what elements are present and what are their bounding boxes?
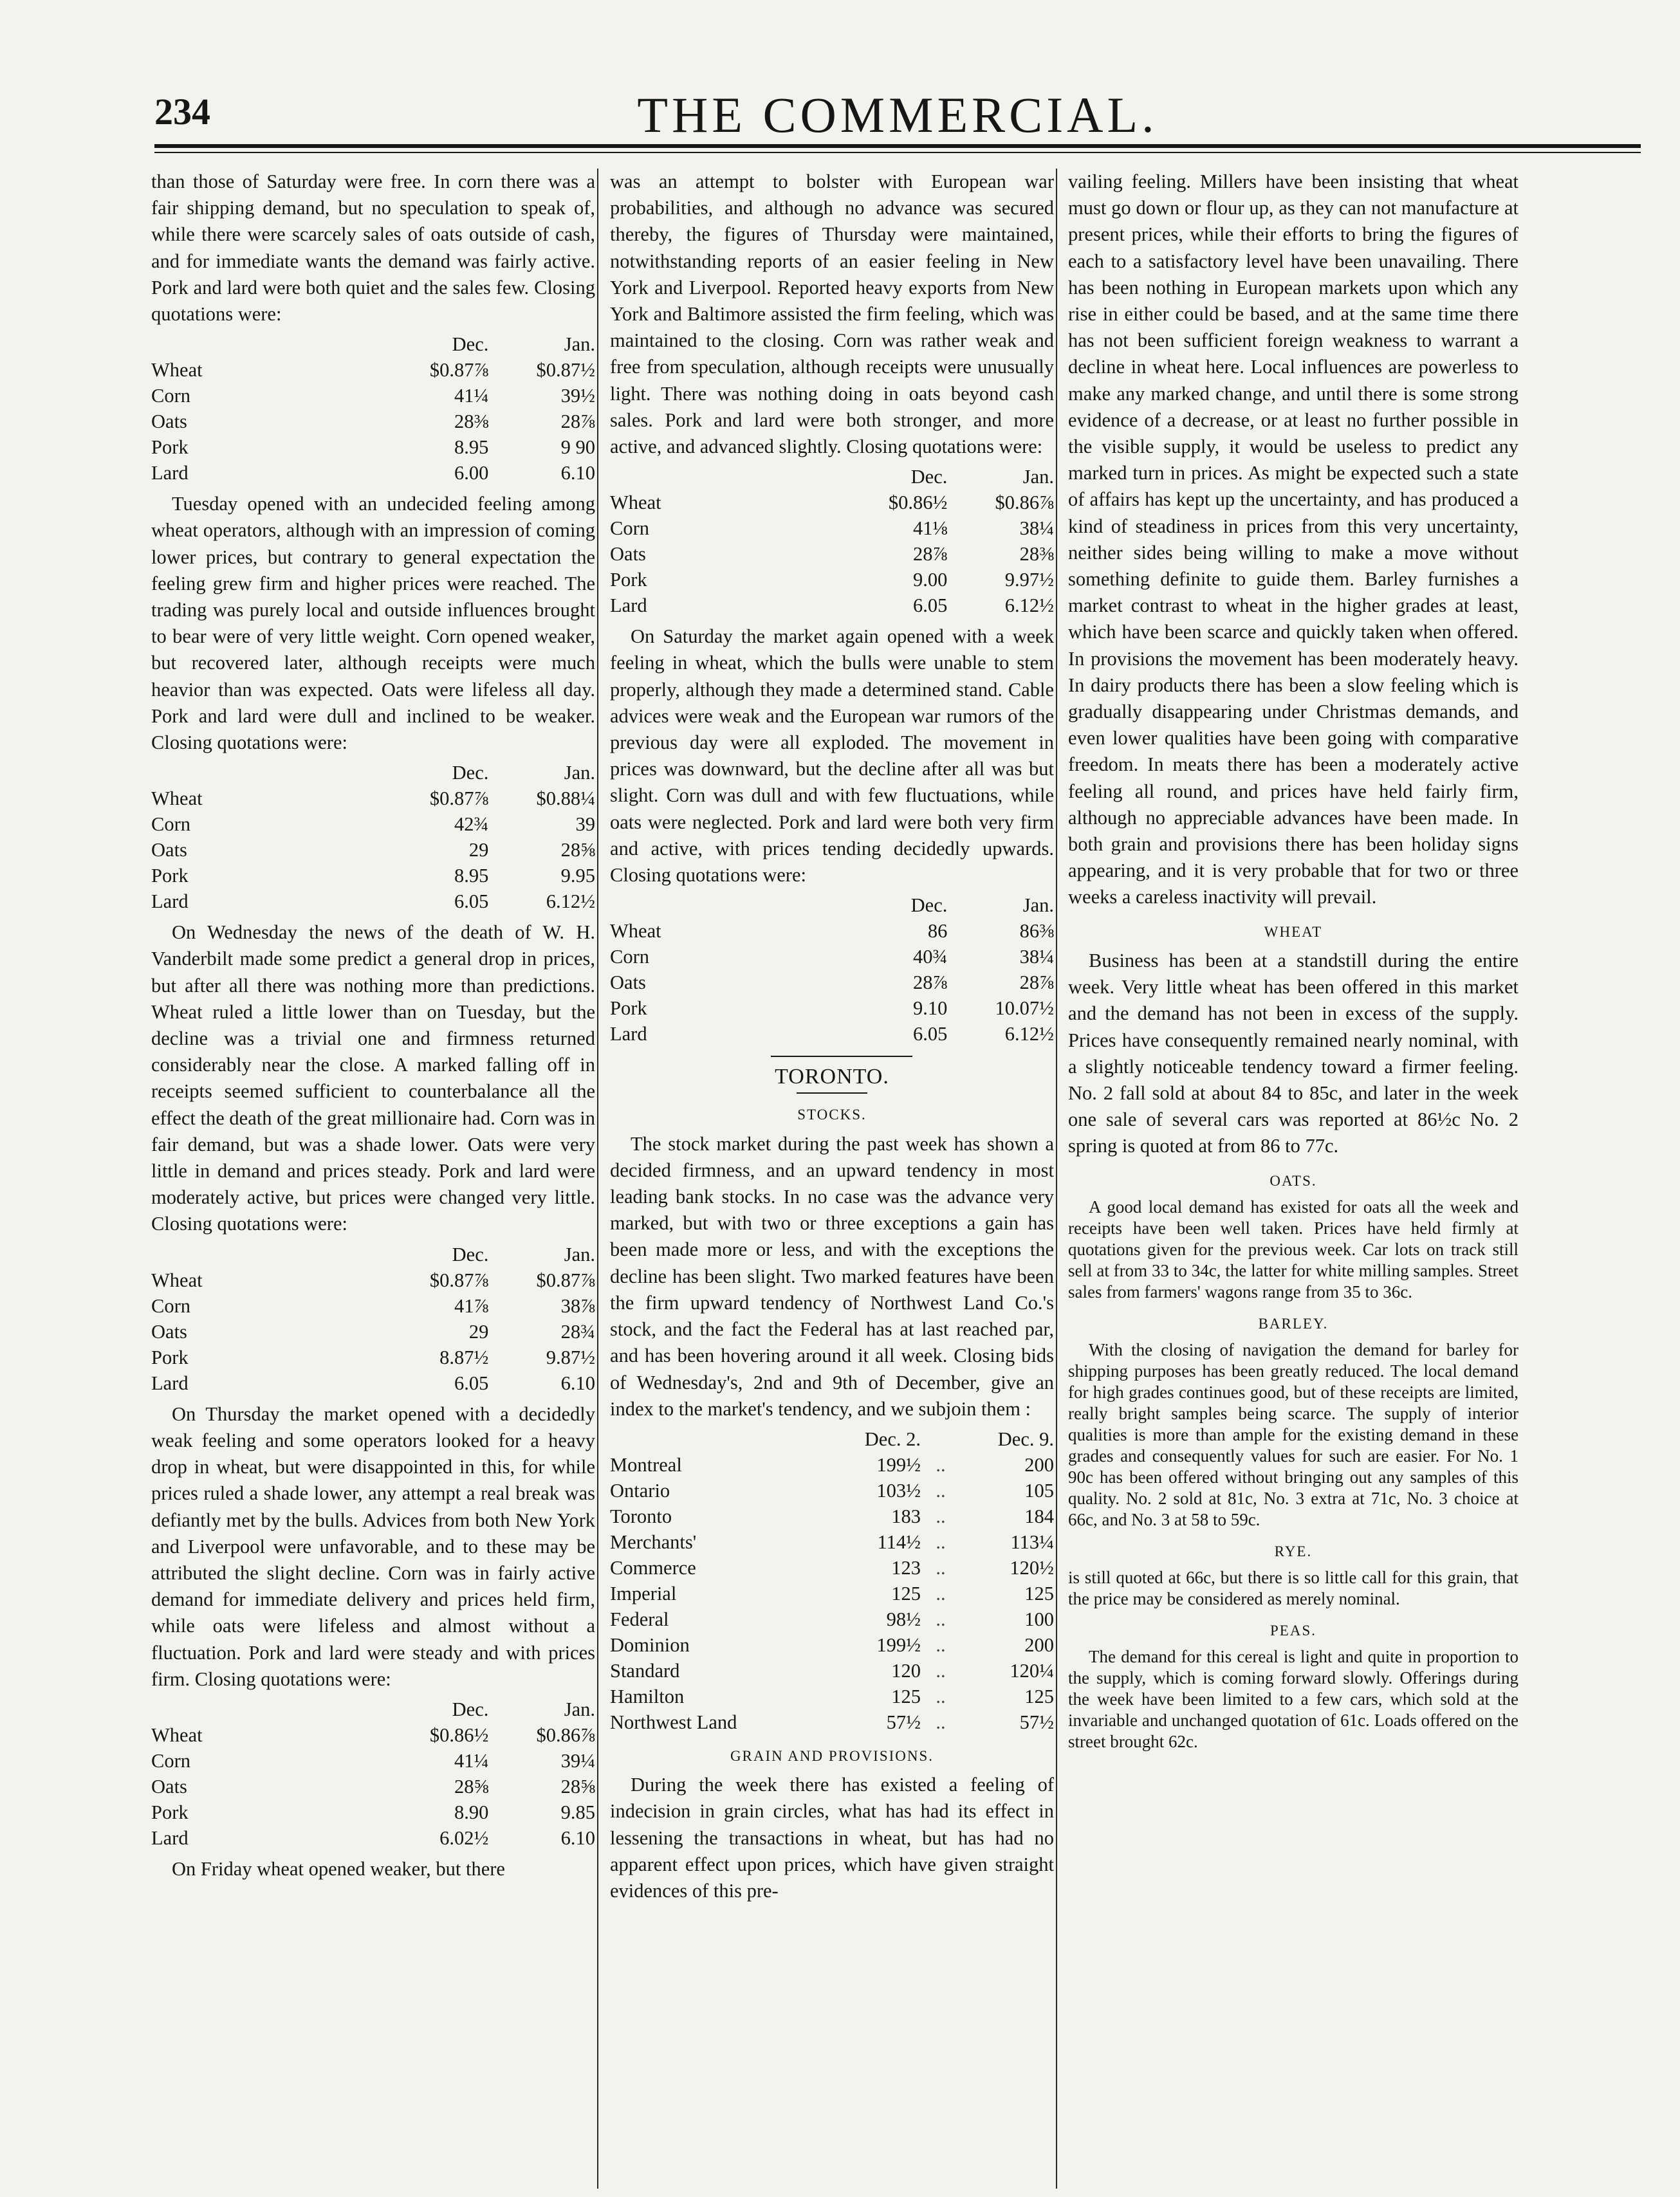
jan-price: 6.12½ — [1004, 594, 1054, 617]
table-row — [610, 593, 1054, 618]
dec-price: 29 — [468, 1320, 489, 1343]
dec-price: 41⅞ — [454, 1294, 489, 1317]
table-row — [610, 541, 1054, 567]
jan-price: $0.87½ — [536, 359, 595, 381]
quotations-table — [151, 331, 595, 486]
commodity-label: Pork — [610, 569, 647, 591]
column-header: Dec. — [452, 333, 489, 356]
jan-price: 28⅝ — [560, 839, 595, 861]
commodity-label: Wheat — [151, 359, 203, 381]
column-header: Jan. — [564, 762, 595, 784]
leader-dots: .. — [936, 1711, 946, 1733]
commodity-label: Oats — [151, 410, 187, 433]
jan-price: 10.07½ — [995, 997, 1054, 1020]
table-row — [151, 1825, 595, 1851]
quotations-table — [151, 760, 595, 914]
commodity-label: Lard — [151, 462, 189, 484]
leader-dots: .. — [936, 1531, 946, 1553]
dec-2-bid: 114½ — [877, 1531, 921, 1553]
commodity-label: Pork — [610, 997, 647, 1020]
stock-name: Northwest Land — [610, 1711, 737, 1733]
column-3 — [1068, 169, 1518, 1756]
dec-price: 28⅞ — [913, 543, 948, 565]
commodity-label: Oats — [151, 839, 187, 861]
paragraph: With the closing of navigation the demand for barley for shipping purposes has been greatly reduced. The local demand for high grades continues good, but of these receipts are limited, really bright samples being scarce. The supply of interior qualities is more than ample for the existing demand in these grades and consequently values for such are easier. For No. 1 90c has been offered without bringing out any samples of this quality. No. 2 sold at 81c, No. 3 extra at 71c, No. 3 choice at 66c, and No. 3 at 58 to 59c. — [1068, 1339, 1518, 1529]
dec-price: 42¾ — [454, 813, 489, 836]
quotations-table — [151, 1242, 595, 1396]
dec-price: $0.87⅞ — [429, 1269, 489, 1291]
commodity-label: Lard — [151, 1826, 189, 1849]
commodity-label: Corn — [151, 1294, 190, 1317]
table-row — [151, 357, 595, 383]
commodity-label: Wheat — [610, 920, 661, 942]
dec-price: 41¼ — [454, 1749, 489, 1772]
commodity-label: Wheat — [610, 492, 661, 514]
dec-2-bid: 57½ — [886, 1711, 921, 1733]
stock-name: Imperial — [610, 1582, 677, 1604]
jan-price: 28¾ — [560, 1320, 595, 1343]
quotations-table — [151, 1696, 595, 1851]
leader-dots: .. — [936, 1659, 946, 1682]
column-header: Dec. 2. — [864, 1428, 921, 1450]
dec-price: 29 — [468, 839, 489, 861]
jan-price: 6.10 — [560, 1372, 595, 1394]
commodity-label: Pork — [151, 1801, 189, 1823]
dec-9-bid: 184 — [1024, 1505, 1054, 1527]
subheading-rye: RYE. — [1274, 1543, 1313, 1559]
table-row — [610, 1478, 1054, 1503]
page-number: 234 — [154, 91, 210, 133]
commodity-label: Oats — [610, 543, 646, 565]
column-header: Jan. — [564, 1243, 595, 1265]
commodity-label: Pork — [151, 436, 189, 459]
table-row — [151, 786, 595, 811]
table-row — [610, 944, 1054, 970]
dec-2-bid: 125 — [891, 1685, 921, 1707]
jan-price: 6.12½ — [546, 890, 595, 913]
commodity-label: Corn — [151, 813, 190, 836]
jan-price: $0.87⅞ — [536, 1269, 595, 1291]
jan-price: 38¼ — [1019, 517, 1054, 540]
header-rule-thick — [154, 144, 1641, 148]
commodity-label: Wheat — [151, 1724, 203, 1746]
column-header: Dec. — [452, 762, 489, 784]
table-row — [151, 1370, 595, 1396]
jan-price: $0.86⅞ — [995, 492, 1054, 514]
dec-9-bid: 125 — [1024, 1582, 1054, 1604]
commodity-label: Lard — [610, 1023, 647, 1045]
table-row — [610, 1555, 1054, 1581]
dec-price: 6.00 — [454, 462, 489, 484]
jan-price: $0.86⅞ — [536, 1724, 595, 1746]
stock-name: Federal — [610, 1608, 669, 1630]
column-header: Dec. — [910, 894, 948, 917]
leader-dots: .. — [936, 1556, 946, 1579]
dec-price: $0.87⅞ — [429, 359, 489, 381]
commodity-label: Corn — [610, 517, 649, 540]
paragraph: Business has been at a standstill during the entire week. Very little wheat has been offered in this market and the demand has not been in excess of the supply. Prices have consequently remained nearly nominal, with a slightly noticeable tendency toward a firmer feeling. No. 2 fall sold at about 84 to 85c, and later in the week one sale of several cars was reported at 86½c No. 2 spring is quoted at from 86 to 77c. — [1068, 949, 1518, 1157]
masthead-title: THE COMMERCIAL. — [637, 87, 1158, 143]
section-rule — [797, 1092, 867, 1094]
subheading-barley: BARLEY. — [1258, 1315, 1329, 1332]
column-1 — [151, 169, 595, 1886]
column-header: Dec. — [452, 1698, 489, 1720]
table-row — [151, 1293, 595, 1319]
column-header: Dec. 9. — [997, 1428, 1054, 1450]
table-row — [151, 837, 595, 863]
table-row — [610, 1658, 1054, 1684]
dec-9-bid: 200 — [1024, 1453, 1054, 1476]
table-row — [151, 1319, 595, 1345]
column-divider — [1056, 169, 1057, 2189]
column-header: Jan. — [564, 1698, 595, 1720]
commodity-label: Corn — [610, 946, 649, 968]
paragraph: was an attempt to bolster with European war probabilities, and although no advance was secured thereby, the figures of Thursday were maintained, notwithstanding reports of an easier feeling in New York and Liverpool. Reported heavy exports from New York and Baltimore assisted the firm feeling, which was maintained to the closing. Corn was rather weak and free from speculation, although receipts were unusually light. There was nothing doing in oats beyond cash sales. Pork and lard were both stronger, and more active, and advanced slightly. Closing quotations were: — [610, 170, 1054, 458]
dec-9-bid: 200 — [1024, 1633, 1054, 1656]
jan-price: 9 90 — [560, 436, 595, 459]
table-row — [151, 1267, 595, 1293]
table-row — [151, 383, 595, 409]
dec-9-bid: 105 — [1024, 1479, 1054, 1502]
table-row — [610, 567, 1054, 593]
column-header: Dec. — [452, 1243, 489, 1265]
dec-9-bid: 113¼ — [1010, 1531, 1054, 1553]
dec-9-bid: 57½ — [1019, 1711, 1054, 1733]
commodity-label: Corn — [151, 385, 190, 407]
table-row — [610, 1503, 1054, 1529]
jan-price: 38¼ — [1019, 946, 1054, 968]
paragraph: is still quoted at 66c, but there is so little call for this grain, that the price may be considered as merely nominal. — [1068, 1568, 1518, 1609]
stock-name: Merchants' — [610, 1531, 697, 1553]
dec-2-bid: 125 — [891, 1582, 921, 1604]
commodity-label: Oats — [151, 1775, 187, 1797]
jan-price: 6.10 — [560, 462, 595, 484]
leader-dots: .. — [936, 1479, 946, 1502]
paragraph: The stock market during the past week has shown a decided firmness, and an upward tendency in most leading bank stocks. In no case was the advance very marked, but with two or three exceptions a gain has been made more or less, and with the exceptions the decline has been slight. Two marked features have been the firm upward tendency of Northwest Land Co.'s stock, and the fact the Federal has at last reached par, and has been hovering around it all week. Closing bids of Wednesday's, 2nd and 9th of December, give an index to the market's tendency, and we subjoin them : — [610, 1132, 1054, 1420]
column-header: Jan. — [1022, 466, 1054, 488]
leader-dots: .. — [936, 1505, 946, 1527]
paragraph: vailing feeling. Millers have been insisting that wheat must go down or flour up, as they can not manufacture at present prices, while their efforts to bring the figures of each to a satisfactory level have been unavailing. There has been nothing in European markets upon which any rise in either could be based, and at the same time there has not been sufficient foreign weakness to warrant a decline in wheat here. Local influences are powerless to make any marked change, and until there is some strong evidence of a decrease, or at least no further possible in the visible supply, it would be useless to predict any marked turn in prices. As might be expected such a state of affairs has kept up the uncertainty, and has produced a kind of steadiness in prices from this very uncertainty, neither sides being willing to make a move without something definite to guide them. Barley furnishes a market contrast to wheat in the higher grades at least, which have been scarce and quickly taken when offered. In provisions the movement has been moderately heavy. In dairy products there has been a slow feeling which is gradually disappearing under Christmas demands, and even lower qualities have been going with comparative freedom. In meats there has been a moderately active feeling all round, and prices have held fairly firm, although no appreciable advances have been made. In both grain and provisions there has been holiday signs appearing, and it is very probable that for two or three weeks a careless inactivity will prevail. — [1068, 170, 1518, 908]
leader-dots: .. — [936, 1582, 946, 1604]
table-row — [610, 1684, 1054, 1709]
commodity-label: Lard — [151, 1372, 189, 1394]
commodity-label: Lard — [610, 594, 647, 617]
dec-price: 6.02½ — [439, 1826, 489, 1849]
quotations-table — [610, 464, 1054, 618]
stocks-table — [610, 1426, 1054, 1735]
jan-price: 39¼ — [560, 1749, 595, 1772]
dec-price: 6.05 — [454, 890, 489, 913]
stock-name: Hamilton — [610, 1685, 685, 1707]
jan-price: 39 — [575, 813, 595, 836]
leader-dots: .. — [936, 1633, 946, 1656]
column-header: Dec. — [910, 466, 948, 488]
jan-price: 28⅜ — [1019, 543, 1054, 565]
dec-price: 41¼ — [454, 385, 489, 407]
stock-name: Toronto — [610, 1505, 672, 1527]
dec-price: 6.05 — [913, 1023, 948, 1045]
table-row — [610, 970, 1054, 995]
jan-price: 28⅞ — [560, 410, 595, 433]
quotations-table — [610, 892, 1054, 1047]
dec-2-bid: 103½ — [876, 1479, 921, 1502]
paragraph: than those of Saturday were free. In corn there was a fair shipping demand, but no speculation to speak of, while there were scarcely sales of oats outside of cash, and for immediate wants the demand was fairly active. Pork and lard were both quiet and the sales few. Closing quotations were: — [151, 170, 595, 326]
commodity-label: Wheat — [151, 1269, 203, 1291]
commodity-label: Corn — [151, 1749, 190, 1772]
paragraph: During the week there has existed a feeling of indecision in grain circles, what has had its effect in lessening the transactions in wheat, but has had no apparent effect upon prices, which have given straight evidences of this pre- — [610, 1774, 1054, 1902]
table-row — [151, 460, 595, 486]
dec-price: 86 — [927, 920, 948, 942]
dec-price: $0.87⅞ — [429, 787, 489, 810]
subheading-wheat: WHEAT — [1264, 923, 1323, 940]
table-row — [151, 1722, 595, 1748]
section-rule — [771, 1056, 912, 1057]
column-divider — [597, 169, 598, 2189]
commodity-label: Lard — [151, 890, 189, 913]
commodity-label: Pork — [151, 1346, 189, 1368]
paragraph: On Wednesday the news of the death of W. H. Vanderbilt made some predict a general drop in prices, but after all there was nothing more than predictions. Wheat ruled a little lower than on Tuesday, but the decline was a trivial one and firmness returned considerably near the close. A marked falling off in receipts seemed sufficient to counterbalance all the effect the death of the great millionaire had. Corn was in fair demand, but was a shade lower. Oats were very little in demand and prices steady. Pork and lard were moderately active, but prices were changed very little. Closing quotations were: — [151, 921, 595, 1235]
jan-price: 39½ — [560, 385, 595, 407]
dec-2-bid: 98½ — [886, 1608, 921, 1630]
subheading-oats: OATS. — [1269, 1172, 1317, 1189]
column-header: Jan. — [564, 333, 595, 356]
dec-9-bid: 125 — [1024, 1685, 1054, 1707]
commodity-label: Oats — [610, 971, 646, 994]
paragraph: Tuesday opened with an undecided feeling among wheat operators, although with an impression of coming lower prices, but contrary to general expectation the feeling grew firm and higher prices were reached. The trading was purely local and outside influences brought to bear were of very little weight. Corn opened weaker, but recovered later, although receipts were much heavior than was expected. Oats were lifeless all day. Pork and lard were dull and inclined to be weaker. Closing quotations were: — [151, 493, 595, 754]
leader-dots: .. — [936, 1608, 946, 1630]
table-row — [610, 1452, 1054, 1478]
jan-price: 28⅝ — [560, 1775, 595, 1797]
page-header — [154, 77, 1641, 148]
jan-price: 86⅜ — [1019, 920, 1054, 942]
dec-9-bid: 120½ — [1010, 1556, 1054, 1579]
paragraph: On Friday wheat opened weaker, but there — [172, 1857, 505, 1880]
jan-price: 28⅞ — [1019, 971, 1054, 994]
table-row — [610, 1632, 1054, 1658]
dec-price: 8.87½ — [439, 1346, 489, 1368]
dec-price: $0.86½ — [888, 492, 948, 514]
table-row — [610, 995, 1054, 1021]
column-2 — [610, 169, 1054, 1908]
jan-price: 6.12½ — [1004, 1023, 1054, 1045]
dec-9-bid: 100 — [1024, 1608, 1054, 1630]
jan-price: $0.88¼ — [536, 787, 595, 810]
paragraph: The demand for this cereal is light and quite in proportion to the supply, which is coming forward slowly. Offerings during the week have been limited to a few cars, which sold at the invariable and unchanged quotation of 61c. Loads offered on the street brought 62c. — [1068, 1647, 1518, 1752]
dec-9-bid: 120¼ — [1010, 1659, 1054, 1682]
table-row — [610, 1529, 1054, 1555]
stock-name: Standard — [610, 1659, 680, 1682]
dec-price: 9.00 — [913, 569, 948, 591]
dec-price: 9.10 — [913, 997, 948, 1020]
table-row — [151, 811, 595, 837]
table-row — [610, 1581, 1054, 1606]
table-row — [610, 490, 1054, 515]
subheading-peas: PEAS. — [1270, 1622, 1316, 1639]
commodity-label: Oats — [151, 1320, 187, 1343]
leader-dots: .. — [936, 1685, 946, 1707]
jan-price: 6.10 — [560, 1826, 595, 1849]
paragraph: On Thursday the market opened with a decidedly weak feeling and some operators looked for a heavy drop in wheat, but were disappointed in this, for while prices ruled a shade lower, any attempt a real break was defiantly met by the bulls. Advices from both New York and Liverpool were unfavorable, and to these may be attributed the slight decline. Corn was in fairly active demand for immediate delivery and prices held firm, while oats were lifeless and almost without a fluctuation. Pork and lard were steady and with prices firm. Closing quotations were: — [151, 1402, 595, 1690]
table-row — [151, 1774, 595, 1799]
dec-2-bid: 120 — [891, 1659, 921, 1682]
subheading-grain-and-provisions: GRAIN AND PROVISIONS. — [730, 1747, 934, 1764]
jan-price: 9.87½ — [546, 1346, 595, 1368]
stock-name: Ontario — [610, 1479, 670, 1502]
jan-price: 9.85 — [560, 1801, 595, 1823]
table-row — [151, 1748, 595, 1774]
table-row — [610, 1021, 1054, 1047]
stock-name: Dominion — [610, 1633, 690, 1656]
table-row — [610, 515, 1054, 541]
leader-dots: .. — [936, 1453, 946, 1476]
dec-2-bid: 123 — [891, 1556, 921, 1579]
dec-price: 6.05 — [454, 1372, 489, 1394]
table-row — [151, 1345, 595, 1370]
paragraph: A good local demand has existed for oats all the week and receipts have been well taken. Prices have held firmly at quotations given for the previous week. Car lots on track still sell at from 33 to 34c, the latter for white milling samples. Street sales from farmers' wagons range from 35 to 36c. — [1068, 1197, 1518, 1301]
paragraph: On Saturday the market again opened with a week feeling in wheat, which the bulls were unable to stem properly, although they made a determined stand. Cable advices were weak and the European war rumors of the previous day were all exploded. The movement in prices was downward, but the decline after all was but slight. Corn was dull and with few fluctuations, while oats were neglected. Pork and lard were both very firm and active, with prices tending decidedly upwards. Closing quotations were: — [610, 625, 1054, 887]
dec-price: 40¾ — [913, 946, 948, 968]
section-heading-toronto: TORONTO. — [775, 1065, 889, 1089]
dec-2-bid: 183 — [891, 1505, 921, 1527]
dec-2-bid: 199½ — [876, 1453, 921, 1476]
table-row — [151, 888, 595, 914]
dec-price: 28⅞ — [913, 971, 948, 994]
dec-price: 8.90 — [454, 1801, 489, 1823]
dec-price: 41⅛ — [913, 517, 948, 540]
subheading-stocks: STOCKS. — [797, 1107, 867, 1123]
table-row — [151, 434, 595, 460]
dec-price: 6.05 — [913, 594, 948, 617]
table-row — [151, 863, 595, 888]
table-row — [610, 1709, 1054, 1735]
jan-price: 9.95 — [560, 865, 595, 887]
jan-price: 38⅞ — [560, 1294, 595, 1317]
table-row — [610, 918, 1054, 944]
dec-price: 28⅜ — [454, 410, 489, 433]
dec-price: 8.95 — [454, 436, 489, 459]
table-row — [151, 409, 595, 434]
column-header: Jan. — [1022, 894, 1054, 917]
stock-name: Montreal — [610, 1453, 682, 1476]
table-row — [151, 1799, 595, 1825]
stock-name: Commerce — [610, 1556, 696, 1579]
jan-price: 9.97½ — [1004, 569, 1054, 591]
dec-price: 8.95 — [454, 865, 489, 887]
dec-price: $0.86½ — [429, 1724, 489, 1746]
dec-price: 28⅝ — [454, 1775, 489, 1797]
commodity-label: Wheat — [151, 787, 203, 810]
dec-2-bid: 199½ — [876, 1633, 921, 1656]
commodity-label: Pork — [151, 865, 189, 887]
table-row — [610, 1606, 1054, 1632]
header-rule-thin — [154, 152, 1641, 153]
